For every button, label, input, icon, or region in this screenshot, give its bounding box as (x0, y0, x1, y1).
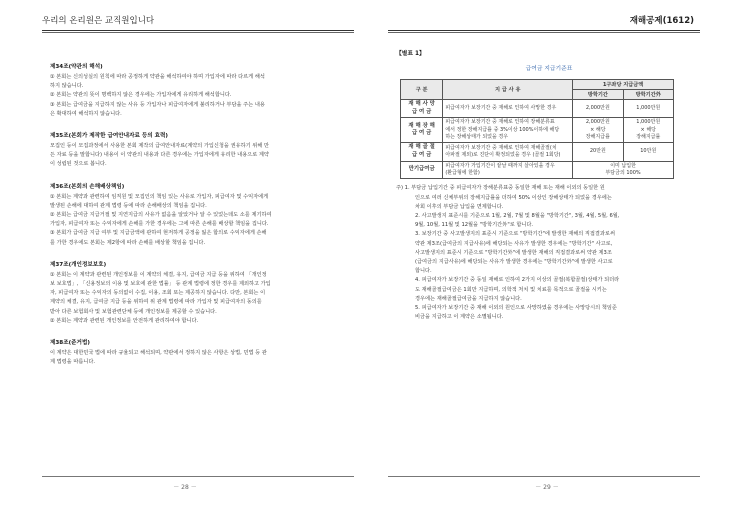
benefit-category-line: 재 해 골 절 (408, 144, 435, 151)
right-page-number: － 29 － (535, 484, 559, 491)
payment-reason-line: 피급여자가 가입기간이 끝날 때까지 살아있을 경우 (445, 162, 555, 169)
article (50, 131, 350, 170)
article-title: 제38조(준거법) (50, 340, 90, 347)
vacation-amount (573, 100, 623, 118)
vacation-amount-line: 20만원 (589, 148, 606, 155)
non-vacation-amount-line: 장해지급률 (636, 133, 661, 140)
col-vacation-header: 방학기간 (573, 90, 623, 100)
payment-reason-line: 아파절 제외)로 진단이 확정되었을 경우 (골절 1회당) (445, 152, 561, 158)
article-title: 제35조(본회가 제작한 급여안내자료 등의 효력) (50, 133, 168, 140)
article-text-line: ③ 본회는 급여금을 지급하지 않는 사유 등 가입자나 피급여자에게 불리하거나 부담을 주는 내용 (50, 101, 265, 108)
article-text-line: ② 본회는 급여금 지급거절 및 지연지급의 사유가 없음을 알았거나 알 수 있었는데도 소를 제기하여 (50, 212, 272, 219)
note-line: 차회 이후의 부담금 납입을 면제합니다. (415, 203, 504, 210)
note-line: 사고발생지의 표준시 기준으로 "방학기간外"에 발생한 재해의 직접결과로써 약관 제3조 (415, 249, 612, 256)
benefit-table (400, 79, 674, 179)
note-line: 2. 사고발생지 표준시를 기준으로 1월, 2월, 7월 및 8월을 "방학기간", 3월, 4월, 5월, 6월, (415, 213, 620, 220)
payment-reason (443, 143, 573, 161)
benefit-category-line: 급 여 금 (411, 130, 432, 137)
col-category-header: 구 분 (401, 80, 443, 100)
payment-amount (573, 161, 674, 179)
non-vacation-amount (623, 100, 673, 118)
note-line: 약관 제3조(급여금의 지급사유)에 해당되는 사유가 발생한 경우에는 "방학기간" 사고로, (415, 240, 613, 247)
benefit-category-line: 재 해 장 해 (408, 122, 435, 129)
article-text-line: 하지 않습니다. (50, 83, 84, 90)
right-page (370, 0, 740, 524)
payment-reason-line: 하는 장해상태가 되었을 경우 (445, 134, 509, 140)
article (50, 182, 350, 248)
payment-reason-line: 에서 정한 장해지급률 중 3%이상 100%이하에 해당 (445, 126, 560, 133)
article-text-line: 보 보호법」, 「신용정보의 이용 및 보호에 관한 법률」 등 관계 법령에 정한 경우를 제외하고 가입 (50, 281, 271, 288)
annex-label: 【별표 1】 (396, 51, 425, 57)
note-line: 합니다. (415, 268, 432, 275)
article-text-line: 가입자, 피급여자 또는 수익자에게 손해를 가한 경우에는 그에 따른 손해를 배상할 책임을 집니다. (50, 221, 269, 228)
article (50, 260, 350, 326)
note-line: 9월, 10월, 11월 및 12월을 "방학기간外"로 합니다. (415, 222, 534, 229)
table-row (401, 143, 674, 161)
benefit-category-line: 급 여 금 (411, 152, 432, 158)
article-title: 제36조(본회의 손해배상책임) (50, 183, 125, 190)
note-line: (급여금의 지급사유)에 해당되는 사유가 발생한 경우에는 "방학기간外"에 발생한 사고로 (415, 259, 613, 266)
article-text-line: 든 자료 등을 말합니다) 내용이 이 약관의 내용과 다른 경우에는 가입자에게 유리한 내용으로 계약 (50, 152, 269, 159)
benefit-category (401, 118, 443, 143)
article-text-line: 발생된 손해에 대하여 관계 법령 등에 따라 손해배상의 책임을 집니다. (50, 202, 207, 209)
non-vacation-amount-line: 1,000만원 (636, 104, 661, 111)
benefit-category-line: 만기급여금 (408, 166, 435, 173)
article-text-line: 계약의 체결, 유지, 급여금 지급 등을 위하여 위 관계 법령에 따라 가입자 및 피급여자의 동의를 (50, 299, 262, 306)
benefit-category (401, 161, 443, 179)
payment-amount-line: 부담금의 100% (605, 170, 641, 176)
header-rule (388, 30, 700, 31)
article-text-line: ③ 본회가 급여금 지급 여부 및 지급금액에 관하여 현저하게 공정을 잃은 합의로 수익자에게 손해 (50, 230, 267, 237)
articles-section (50, 62, 350, 379)
non-vacation-amount-line: 1,000만원 (636, 119, 661, 126)
col-non-vacation-header: 방학기간外 (623, 90, 673, 100)
article-title: 제34조(약관의 해석) (50, 64, 103, 70)
header-rule (42, 30, 354, 31)
payment-reason-line: 피급여자가 보장기간 중 재해로 인하여 장해분류표 (445, 119, 555, 126)
article-text-line: 모집인 등이 모집과정에서 사용한 본회 제작의 급여안내자료(계약의 가입신청을 권유하기 위해 만 (50, 143, 269, 150)
payment-amount-line: 이미 납입한 (610, 162, 636, 169)
table-title: 급여금 지급기준표 (525, 66, 573, 72)
table-row (401, 161, 674, 179)
vacation-amount-line: 2,000만원 (585, 119, 610, 126)
table-row (401, 118, 674, 143)
benefit-category (401, 143, 443, 161)
note-line: 도 재해골절급여금은 1회만 지급하며, 의학적 처치 및 치료를 목적으로 골절을 시키는 (415, 286, 607, 293)
article-title: 제37조(개인정보보호) (50, 261, 107, 268)
benefit-category-line: 급 여 금 (411, 108, 432, 115)
vacation-amount (573, 118, 623, 143)
non-vacation-amount-line: 10만원 (640, 148, 657, 155)
annex-section (396, 48, 702, 322)
footer-rule (388, 476, 700, 477)
note-line: 3. 보장기간 중 사고발생지의 표준시 기준으로 "방학기간"에 발생한 재해의 직접결과로써 (415, 231, 615, 238)
vacation-amount-line: × 해당 (590, 126, 606, 133)
article-text-line: 은 확대하여 해석하지 않습니다. (50, 110, 122, 117)
table-row (401, 100, 674, 118)
col-reason-header: 지 급 사 유 (443, 80, 573, 100)
note-line: 4. 피급여자가 보장기간 중 동일 재해로 인하여 2가지 이상의 골절(복합골절)상태가 되더라 (415, 277, 620, 284)
article-text-line: ① 본회는 계약과 관련하여 임직원 및 모집인의 책임 있는 사유로 가입자, 피급여자 및 수익자에게 (50, 193, 269, 200)
payment-reason-line: (환급형에 한함) (445, 170, 480, 176)
non-vacation-amount (623, 118, 673, 143)
note-line: 비금을 지급하고 이 계약은 소멸됩니다. (415, 314, 504, 321)
article (50, 62, 350, 119)
payment-reason-line: 피급여자가 보장기간 중 재해로 인하여 재해골절(치 (445, 144, 557, 151)
article-text-line: 자, 피급여자 또는 수익자의 동의없이 수집, 이용, 조회 또는 제공하지 않습니다. 다만, 본회는 이 (50, 290, 266, 297)
payment-reason (443, 118, 573, 143)
article-text-line: 이 계약은 대한민국 법에 따라 규율되고 해석되며, 약관에서 정하지 않은 사항은 상법, 민법 등 관 (50, 350, 267, 357)
benefit-category (401, 100, 443, 118)
note-line: 경우에는 재해골절급여금을 지급하지 않습니다. (415, 295, 522, 302)
article-text-line: 를 가한 경우에도 본회는 제2항에 따라 손해를 배상할 책임을 집니다. (50, 239, 206, 246)
header-rule-thin (388, 32, 700, 33)
article-text-line: 이 성립된 것으로 봅니다. (50, 161, 107, 168)
article-text-line: 받아 다른 보험회사 및 보험관련단체 등에 개인정보를 제공할 수 있습니다. (50, 308, 217, 315)
right-page-header: 재해공제(1612) (629, 16, 694, 26)
non-vacation-amount-line: × 해당 (640, 126, 656, 133)
left-page-number: － 28 － (173, 484, 197, 491)
payment-reason-line: 피급여자가 보장기간 중 재해로 인하여 사망한 경우 (445, 104, 557, 111)
payment-reason (443, 100, 573, 118)
note-line: 주) 1. 부담금 납입기간 중 피급여자가 장해분류표중 동일한 재해 또는 재해 이외의 동일한 원 (396, 185, 605, 192)
article-text-line: 계 법령을 따릅니다. (50, 359, 96, 366)
note-line: 인으로 여러 신체부위의 장해지급률을 더하여 50% 이상인 장해상태가 되었을 경우에는 (415, 194, 612, 201)
article-text-line: ② 본회는 약관의 뜻이 명백하지 않은 경우에는 가입자에게 유리하게 해석합니다. (50, 92, 232, 99)
article-text-line: ① 본회는 이 계약과 관련된 개인정보를 이 계약의 체결, 유지, 급여금 지급 등을 위하여 「개인정 (50, 271, 267, 278)
footer-rule (42, 476, 354, 477)
vacation-amount (573, 143, 623, 161)
article (50, 338, 350, 367)
non-vacation-amount (623, 143, 673, 161)
vacation-amount-line: 2,000만원 (585, 104, 610, 111)
article-text-line: ① 본회는 신의성실의 원칙에 따라 공정하게 약관을 해석하여야 하며 가입자에 따라 다르게 해석 (50, 74, 265, 80)
article-text-line: ② 본회는 계약과 관련된 개인정보를 안전하게 관리하여야 합니다. (50, 317, 199, 324)
note-line: 5. 피급여자가 보장기간 중 재해 이외의 원인으로 사망하였을 경우에는 사망당시의 책임준 (415, 305, 617, 312)
benefit-category-line: 재 해 사 망 (408, 101, 435, 107)
payment-reason (443, 161, 573, 179)
notes-section (396, 184, 702, 322)
left-page-header: 우리의 온리원은 교직원입니다 (42, 16, 155, 26)
header-rule-thin (42, 32, 354, 33)
col-amount-header: 1구좌당 지급금액 (573, 80, 674, 90)
vacation-amount-line: 장해지급률 (585, 133, 610, 140)
